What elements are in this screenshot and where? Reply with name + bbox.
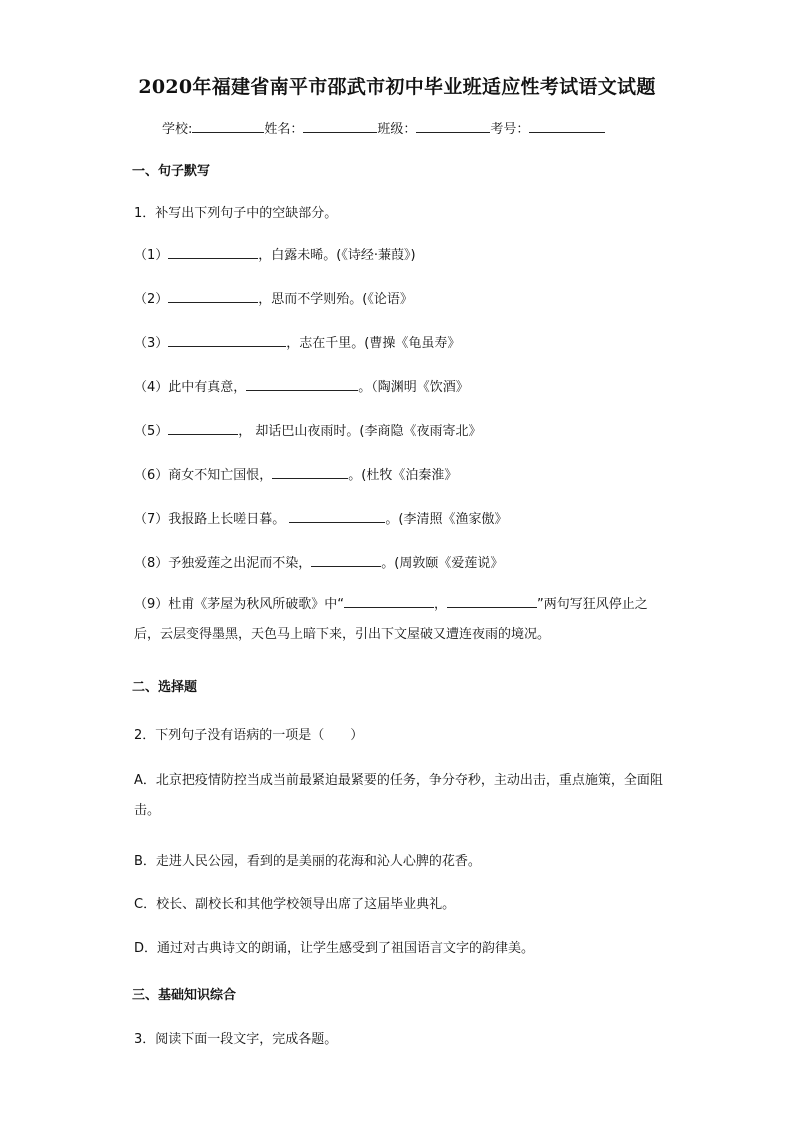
page-title: 2020年福建省南平市邵武市初中毕业班适应性考试语文试题 xyxy=(138,76,656,98)
fill-item xyxy=(134,332,460,351)
choice-option-d[interactable]: D．通过对古典诗文的朗诵，让学生感受到了祖国语言文字的韵律美。 xyxy=(134,941,535,956)
fill-item-suffix: ”两句写狂风停止之后，云层变得墨黑，天色马上暗下来，引出下文屋破又遭连夜雨的境况。 xyxy=(134,597,648,642)
section-heading: 二、选择题 xyxy=(132,680,198,695)
answer-blank[interactable] xyxy=(168,246,258,259)
fill-item-suffix: ，志在千里。(曹操《龟虽寿》 xyxy=(286,336,461,351)
fill-item xyxy=(134,244,416,263)
question-stem: 3．阅读下面一段文字，完成各题。 xyxy=(134,1032,338,1047)
fill-item-suffix: ， 却话巴山夜雨时。(李商隐《夜雨寄北》 xyxy=(238,424,482,439)
answer-blank[interactable] xyxy=(311,554,381,567)
fill-item xyxy=(134,552,503,571)
choice-option-a[interactable]: A．北京把疫情防控当成当前最紧迫最紧要的任务，争分夺秒，主动出击，重点施策，全面阻击。 xyxy=(134,773,663,818)
question-stem: 1．补写出下列句子中的空缺部分。 xyxy=(134,206,338,221)
fill-item-prefix: （4）此中有真意， xyxy=(134,380,247,395)
name-blank[interactable] xyxy=(303,120,377,133)
fill-item-prefix: （3） xyxy=(134,336,169,351)
fill-item xyxy=(134,590,664,650)
fill-item-prefix: （8）予独爱莲之出泥而不染， xyxy=(134,556,312,571)
exam-number-label: 考号： xyxy=(490,122,530,137)
choice-option-b[interactable]: B．走进人民公园，看到的是美丽的花海和沁人心脾的花香。 xyxy=(134,854,481,869)
fill-item-suffix: 。(李清照《渔家傲》 xyxy=(385,512,508,527)
fill-item-prefix: （7）我报路上长嗟日暮。 xyxy=(134,512,290,527)
fill-item xyxy=(134,420,482,439)
section-heading: 三、基础知识综合 xyxy=(132,988,237,1003)
answer-blank[interactable] xyxy=(344,595,434,608)
fill-item xyxy=(134,464,457,483)
student-info-line xyxy=(162,118,605,137)
fill-item-suffix: 。(周敦颐《爱莲说》 xyxy=(381,556,504,571)
fill-item-suffix: 。(杜牧《泊秦淮》 xyxy=(348,468,458,483)
class-label: 班级： xyxy=(377,122,417,137)
school-blank[interactable] xyxy=(192,120,264,133)
section-heading: 一、句子默写 xyxy=(132,164,211,179)
answer-blank[interactable] xyxy=(447,595,537,608)
fill-item xyxy=(134,288,413,307)
choice-option-c[interactable]: C．校长、副校长和其他学校领导出席了这届毕业典礼。 xyxy=(134,897,456,912)
answer-blank[interactable] xyxy=(168,290,258,303)
fill-item-prefix: （5） xyxy=(134,424,169,439)
answer-blank[interactable] xyxy=(168,334,286,347)
fill-item-prefix: （2） xyxy=(134,292,169,307)
fill-item xyxy=(134,376,469,395)
fill-item-suffix: ，白露未晞。(《诗经·蒹葭》) xyxy=(258,248,416,263)
answer-blank[interactable] xyxy=(289,510,385,523)
fill-item-prefix: （9）杜甫《茅屋为秋风所破歌》中“ xyxy=(134,597,345,612)
fill-item-suffix: 。（陶渊明《饮酒》 xyxy=(358,380,469,395)
fill-item-suffix: ，思而不学则殆。(《论语》 xyxy=(258,292,413,307)
fill-item-separator: ， xyxy=(434,597,448,612)
class-blank[interactable] xyxy=(416,120,490,133)
school-label: 学校: xyxy=(162,122,193,137)
answer-blank[interactable] xyxy=(168,422,238,435)
fill-item-prefix: （6）商女不知亡国恨， xyxy=(134,468,273,483)
fill-item-prefix: （1） xyxy=(134,248,169,263)
answer-blank[interactable] xyxy=(246,378,358,391)
exam-number-blank[interactable] xyxy=(529,120,605,133)
fill-item xyxy=(134,508,507,527)
answer-blank[interactable] xyxy=(272,466,348,479)
name-label: 姓名： xyxy=(264,122,304,137)
question-stem: 2．下列句子没有语病的一项是（ ） xyxy=(134,728,364,743)
